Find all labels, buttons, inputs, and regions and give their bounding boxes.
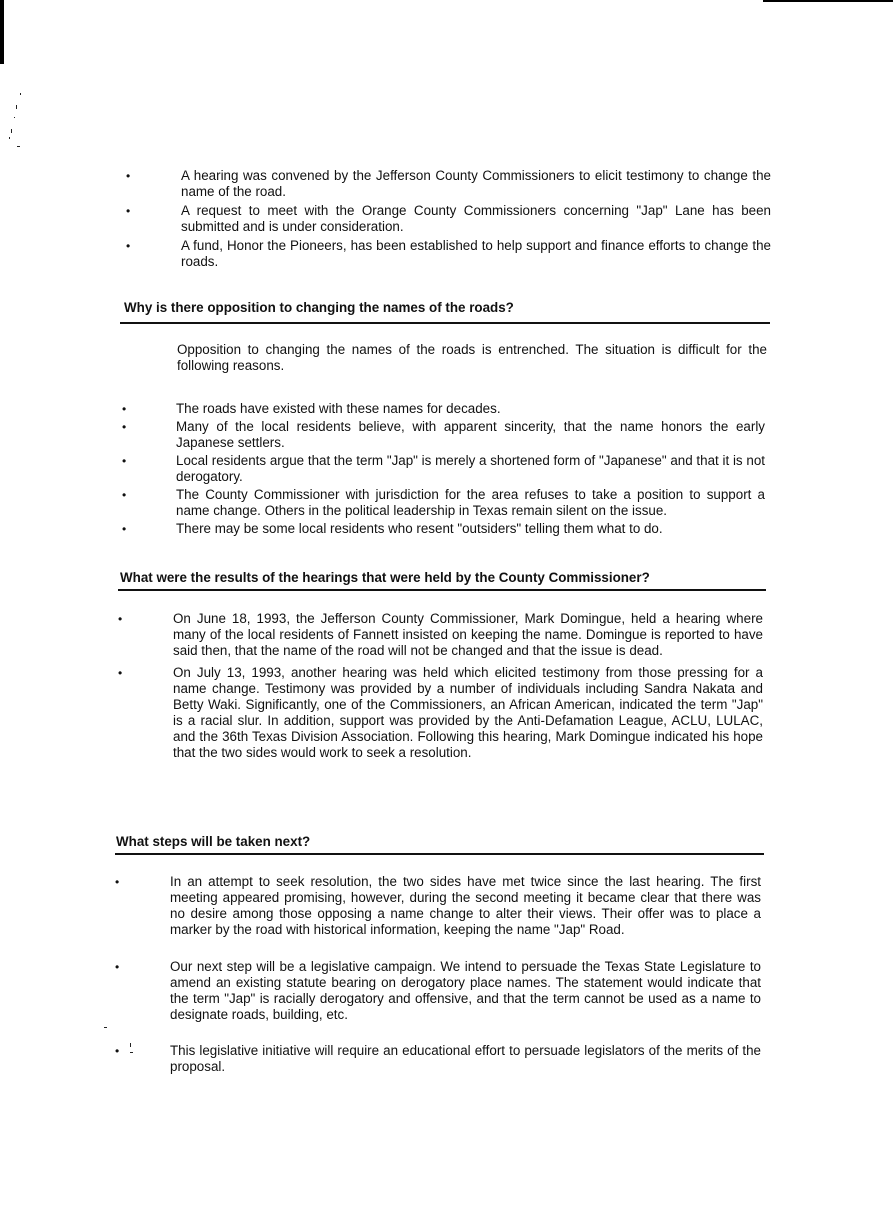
- list-item: [122, 419, 765, 451]
- opposition-intro-paragraph: Opposition to changing the names of the roads is entrenched. The situation is difficult for the following reasons.: [177, 342, 767, 373]
- bullet-text: On June 18, 1993, the Jefferson County Commissioner, Mark Domingue, held a hearing where many of the local residents of Fannett insisted on keeping the name. Domingue is reported to have said then, that the name of the road will not be changed and that the issue is dead.: [173, 611, 763, 658]
- scan-speck: [17, 146, 20, 147]
- bullet-text: The roads have existed with these names for decades.: [176, 401, 501, 416]
- bullet-icon: •: [122, 402, 127, 416]
- bullet-text: In an attempt to seek resolution, the two sides have met twice since the last hearing. The first meeting appeared promising, however, during the second meeting it became clear that there was no desire among those opposing a name change to alter their views. Their offer was to place a marker by the road with historical information, keeping the name "Jap" Road.: [170, 874, 761, 937]
- list-item: [122, 521, 765, 537]
- bullet-icon: •: [115, 960, 120, 974]
- section-divider: [115, 853, 764, 855]
- intro-bullet-list: [126, 168, 771, 270]
- list-item: [126, 238, 771, 270]
- bullet-text: There may be some local residents who resent "outsiders" telling them what to do.: [176, 521, 663, 536]
- bullet-icon: •: [126, 239, 131, 253]
- opposition-bullet-list: [122, 401, 765, 537]
- bullet-text: Our next step will be a legislative campaign. We intend to persuade the Texas State Legislature to amend an existing statute bearing on derogatory place names. The statement would indicate that the term "Jap" is racially derogatory and offensive, and that the term cannot be used as a name to designate roads, building, etc.: [170, 959, 761, 1022]
- bullet-icon: •: [115, 1044, 120, 1058]
- section-heading-next-steps: What steps will be taken next?: [116, 834, 311, 849]
- bullet-text: On July 13, 1993, another hearing was held which elicited testimony from those pressing for a name change. Testimony was provided by a number of individuals including Sandra Nakata and Betty Waki. Significantly, one of the Commissioners, an African American, indicated the term "Jap" is a racial slur. In addition, support was provided by the Anti-Defamation League, ACLU, LULAC, and the 36th Texas Division Association. Following this hearing, Mark Domingue indicated his hope that the two sides would work to seek a resolution.: [173, 665, 763, 760]
- scan-edge-artifact-top-right: [763, 0, 893, 2]
- list-item: [126, 203, 771, 235]
- scan-speck: [11, 129, 12, 133]
- hearing-results-bullet-list: [118, 611, 763, 761]
- scan-edge-artifact-left: [0, 0, 4, 64]
- bullet-icon: •: [118, 666, 123, 680]
- section-divider: [120, 322, 770, 324]
- bullet-icon: •: [122, 522, 127, 536]
- bullet-icon: •: [122, 488, 127, 502]
- bullet-text: A request to meet with the Orange County Commissioners concerning "Jap" Lane has been submitted and is under consideration.: [181, 203, 771, 234]
- list-item: [126, 168, 771, 200]
- list-item: [115, 874, 761, 938]
- list-item: [122, 401, 765, 417]
- list-item: [122, 487, 765, 519]
- section-divider: [118, 589, 766, 591]
- next-steps-bullet-list: [115, 874, 761, 1075]
- bullet-text: The County Commissioner with jurisdiction for the area refuses to take a position to support a name change. Others in the political leadership in Texas remain silent on the issue.: [176, 487, 765, 518]
- bullet-icon: •: [115, 875, 120, 889]
- bullet-icon: •: [126, 169, 131, 183]
- scan-speck: [16, 105, 17, 109]
- list-item: [115, 1043, 761, 1075]
- bullet-text: Many of the local residents believe, with apparent sincerity, that the name honors the early Japanese settlers.: [176, 419, 765, 450]
- list-item: [118, 665, 763, 761]
- scan-speck: [14, 117, 15, 118]
- list-item: [122, 453, 765, 485]
- bullet-icon: •: [126, 204, 131, 218]
- bullet-text: A hearing was convened by the Jefferson County Commissioners to elicit testimony to change the name of the road.: [181, 168, 771, 199]
- section-heading-hearing-results: What were the results of the hearings that were held by the County Commissioner?: [120, 570, 650, 585]
- section-heading-opposition: Why is there opposition to changing the names of the roads?: [124, 300, 514, 315]
- bullet-icon: •: [118, 612, 123, 626]
- list-item: [115, 959, 761, 1023]
- scan-speck: [9, 137, 10, 139]
- bullet-text: A fund, Honor the Pioneers, has been established to help support and finance efforts to change the roads.: [181, 238, 771, 269]
- bullet-text: Local residents argue that the term "Jap" is merely a shortened form of "Japanese" and that it is not derogatory.: [176, 453, 765, 484]
- scan-speck: [104, 1027, 107, 1028]
- bullet-text: This legislative initiative will require an educational effort to persuade legislators of the merits of the proposal.: [170, 1043, 761, 1074]
- scan-speck: [20, 93, 21, 95]
- list-item: [118, 611, 763, 659]
- bullet-icon: •: [122, 454, 127, 468]
- bullet-icon: •: [122, 420, 127, 434]
